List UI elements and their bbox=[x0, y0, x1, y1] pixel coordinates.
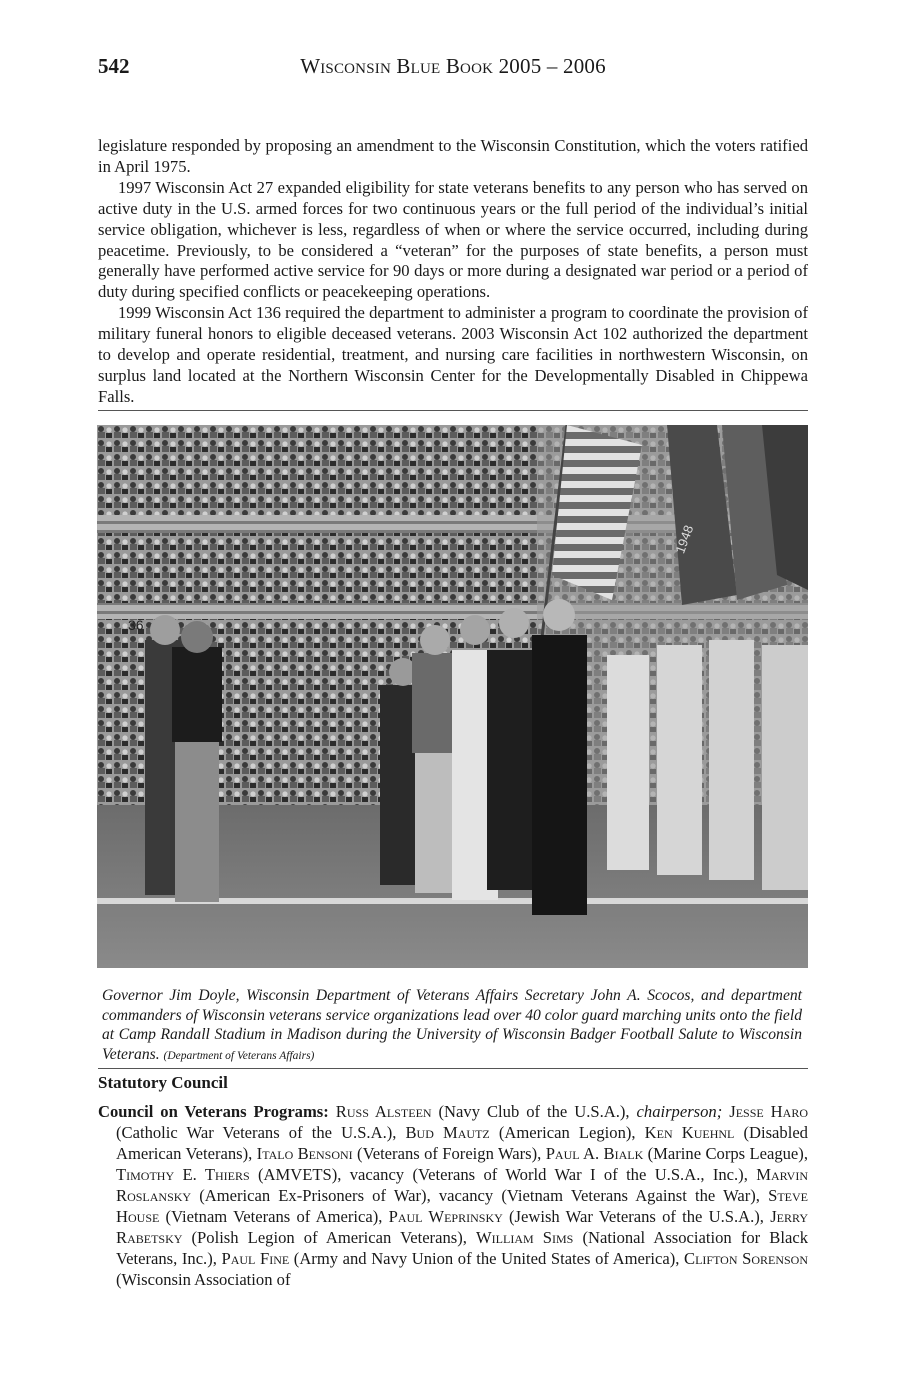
member-name: Bud Mautz bbox=[405, 1123, 490, 1142]
member-name: Paul Weprinsky bbox=[388, 1207, 503, 1226]
council-title: Council on Veterans Programs: bbox=[98, 1102, 329, 1121]
paragraph-2: 1997 Wisconsin Act 27 expanded eligibility for state veterans benefits to any person who has served on active duty in the U.S. armed forces for two continuous years or the full period of the individual’s initial service obligation, whichever is less, regardless of when or where the service occurred, including during peacetime. Previously, to be considered a “veteran” for the purposes of state benefits, a person must generally have performed active service for 90 days or more during a designated war period or a period of duty during specified conflicts or peacekeeping operations. bbox=[98, 177, 808, 302]
member-org: (Army and Navy Union of the United States of America), bbox=[289, 1249, 684, 1268]
page-header bbox=[98, 54, 808, 84]
caption-credit: (Department of Veterans Affairs) bbox=[163, 1049, 315, 1062]
member-org: (Marine Corps League), bbox=[643, 1144, 808, 1163]
flag-year: 1948 bbox=[672, 523, 697, 556]
running-title: Wisconsin Blue Book 2005 – 2006 bbox=[300, 54, 606, 78]
member-org: (American Ex-Prisoners of War), vacancy (Vietnam Veterans Against the War), bbox=[191, 1186, 769, 1205]
photo-caption bbox=[102, 986, 802, 1066]
member-org: (Navy Club of the U.S.A.), bbox=[431, 1102, 637, 1121]
member-org: (Veterans of Foreign Wars), bbox=[352, 1144, 546, 1163]
member-name: Clifton Sorenson bbox=[684, 1249, 809, 1268]
member-name: Marvin Roslansky bbox=[116, 1165, 808, 1205]
member-name: Jesse Haro bbox=[729, 1102, 809, 1121]
body-text bbox=[98, 136, 808, 408]
paragraph-3: 1999 Wisconsin Act 136 required the department to administer a program to coordinate the provision of military funeral honors to eligible deceased veterans. 2003 Wisconsin Act 102 authorized the department to develop and operate residential, treatment, and nursing care facilities in northwestern Wisconsin, on surplus land located at the Northern Wisconsin Center for the Developmentally Disabled in Chippewa Falls. bbox=[98, 303, 808, 406]
member-name: Italo Bensoni bbox=[256, 1144, 353, 1163]
page-number: 542 bbox=[98, 54, 130, 78]
member-name: Paul A. Bialk bbox=[545, 1144, 644, 1163]
member-org: (Wisconsin Association of bbox=[116, 1270, 291, 1289]
photo-illustration bbox=[97, 425, 808, 968]
divider-bottom bbox=[98, 1068, 808, 1069]
council-entry bbox=[98, 1101, 808, 1290]
divider-top bbox=[98, 410, 808, 411]
section-heading: Statutory Council bbox=[98, 1073, 228, 1092]
member-org: (American Legion), bbox=[489, 1123, 645, 1142]
caption-text: Governor Jim Doyle, Wisconsin Department of Veterans Affairs Secretary John A. Scocos, and department commanders of Wisconsin veterans service organizations lead over 40 color guard marching units onto the field at Camp Randall Stadium in Madison during the University of Wisconsin Badger Football Salute to Wisconsin Veterans. bbox=[102, 987, 802, 1063]
member-org: (Vietnam Veterans of America), bbox=[159, 1207, 389, 1226]
member-org: (Catholic War Veterans of the U.S.A.), bbox=[116, 1123, 406, 1142]
member-org: (Disabled American Veterans), bbox=[116, 1123, 808, 1163]
chair-label: chairperson; bbox=[636, 1102, 723, 1121]
member-name: Jerry Rabetsky bbox=[116, 1207, 808, 1247]
member-org: (Jewish War Veterans of the U.S.A.), bbox=[502, 1207, 771, 1226]
member-org: (Polish Legion of American Veterans), bbox=[182, 1228, 477, 1247]
member-name: Paul Fine bbox=[221, 1249, 290, 1268]
member-name: Russ Alsteen bbox=[335, 1102, 432, 1121]
member-org: (AMVETS), vacancy (Veterans of World War I of the U.S.A., Inc.), bbox=[249, 1165, 757, 1184]
member-name: William Sims bbox=[476, 1228, 574, 1247]
jersey-number: 36 bbox=[128, 617, 144, 633]
member-name: Steve House bbox=[116, 1186, 808, 1226]
stadium-photo bbox=[97, 425, 808, 968]
paragraph-1: legislature responded by proposing an amendment to the Wisconsin Constitution, which the voters ratified in April 1975. bbox=[98, 136, 808, 176]
member-name: Timothy E. Thiers bbox=[116, 1165, 250, 1184]
member-name: Ken Kuehnl bbox=[644, 1123, 735, 1142]
member-org: (National Association for Black Veterans, Inc.), bbox=[116, 1228, 809, 1268]
